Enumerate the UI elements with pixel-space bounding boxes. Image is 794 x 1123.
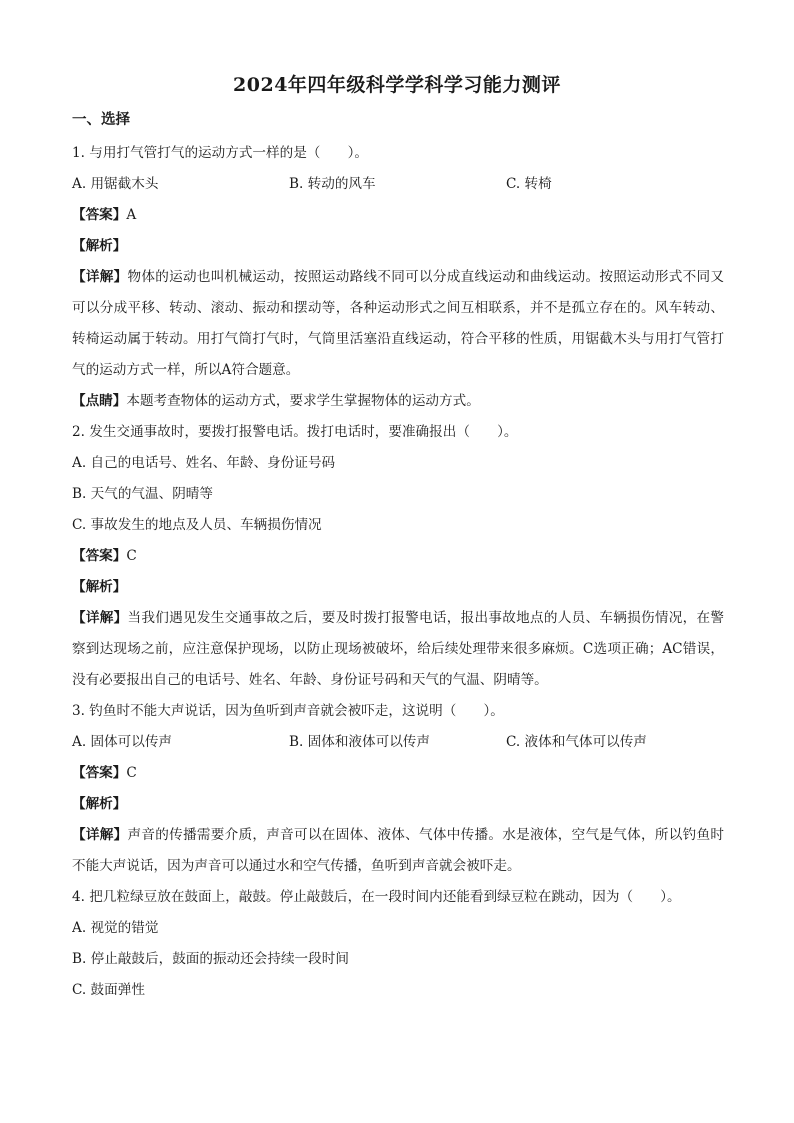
option-c: C. 液体和气体可以传声 [506,734,647,750]
answer-line [72,200,724,231]
question-stem: 1. 与用打气管打气的运动方式一样的是（ ）。 [72,145,368,161]
answer-label: 【答案】 [72,207,127,223]
detail-text: 声音的传播需要介质，声音可以在固体、液体、气体中传播。水是液体，空气是气体，所以钓鱼时不能大声说话，因为声音可以通过水和空气传播，鱼听到声音就会被吓走。 [72,827,724,874]
option-row [72,169,724,200]
tip-line [72,386,724,417]
question-stem: 3. 钓鱼时不能大声说话，因为鱼听到声音就会被吓走，这说明（ ）。 [72,703,504,719]
detail-paragraph [72,603,724,696]
question-stem: 2. 发生交通事故时，要拨打报警电话。拨打电话时，要准确报出（ ）。 [72,424,518,440]
detail-paragraph [72,820,724,882]
section-heading: 一、选择 [72,111,130,128]
question-stem: 4. 把几粒绿豆放在鼓面上，敲鼓。停止敲鼓后，在一段时间内还能看到绿豆粒在跳动，因为（ ）。 [72,889,681,905]
detail-paragraph [72,262,724,386]
answer-label: 【答案】 [72,548,127,564]
option-a: A. 自己的电话号、姓名、年龄、身份证号码 [72,455,336,471]
option-c: C. 转椅 [506,176,552,192]
tip-label: 【点睛】 [72,393,127,409]
detail-label: 【详解】 [72,610,128,626]
detail-label: 【详解】 [72,827,128,843]
option-b: B. 天气的气温、阴晴等 [72,486,213,502]
option-a: A. 固体可以传声 [72,734,173,750]
analysis-label: 【解析】 [72,579,127,595]
answer-label: 【答案】 [72,765,127,781]
page-title: 2024年四年级科学学科学习能力测评 [233,74,561,96]
option-b: B. 转动的风车 [289,176,376,192]
option-a: A. 用锯截木头 [72,176,159,192]
detail-text: 当我们遇见发生交通事故之后，要及时拨打报警电话，报出事故地点的人员、车辆损伤情况，在警察到达现场之前，应注意保护现场，以防止现场被破坏，给后续处理带来很多麻烦。C选项正确；AC错误，没有必要报出自己的电话号、姓名、年龄、身份证号码和天气的气温、阴晴等。 [72,610,724,688]
analysis-label-line [72,789,724,820]
detail-label: 【详解】 [72,269,128,285]
detail-text: 物体的运动也叫机械运动，按照运动路线不同可以分成直线运动和曲线运动。按照运动形式不同又可以分成平移、转动、滚动、振动和摆动等，各种运动形式之间互相联系，并不是孤立存在的。风车转动、转椅运动属于转动。用打气筒打气时，气筒里活塞沿直线运动，符合平移的性质，用锯截木头与用打气管打气的运动方式一样，所以A符合题意。 [72,269,724,378]
answer-value: C [126,548,137,564]
option-a: A. 视觉的错觉 [72,920,159,936]
option-row [72,727,724,758]
answer-value: C [126,765,137,781]
option-c: C. 事故发生的地点及人员、车辆损伤情况 [72,517,322,533]
analysis-label-line [72,572,724,603]
question-list [72,138,724,1006]
analysis-label-line [72,231,724,262]
option-b: B. 停止敲鼓后，鼓面的振动还会持续一段时间 [72,951,349,967]
answer-line [72,541,724,572]
option-c: C. 鼓面弹性 [72,982,145,998]
answer-line [72,758,724,789]
analysis-label: 【解析】 [72,796,127,812]
option-b: B. 固体和液体可以传声 [289,734,430,750]
answer-value: A [126,207,137,223]
tip-text: 本题考查物体的运动方式，要求学生掌握物体的运动方式。 [126,393,480,409]
analysis-label: 【解析】 [72,238,127,254]
